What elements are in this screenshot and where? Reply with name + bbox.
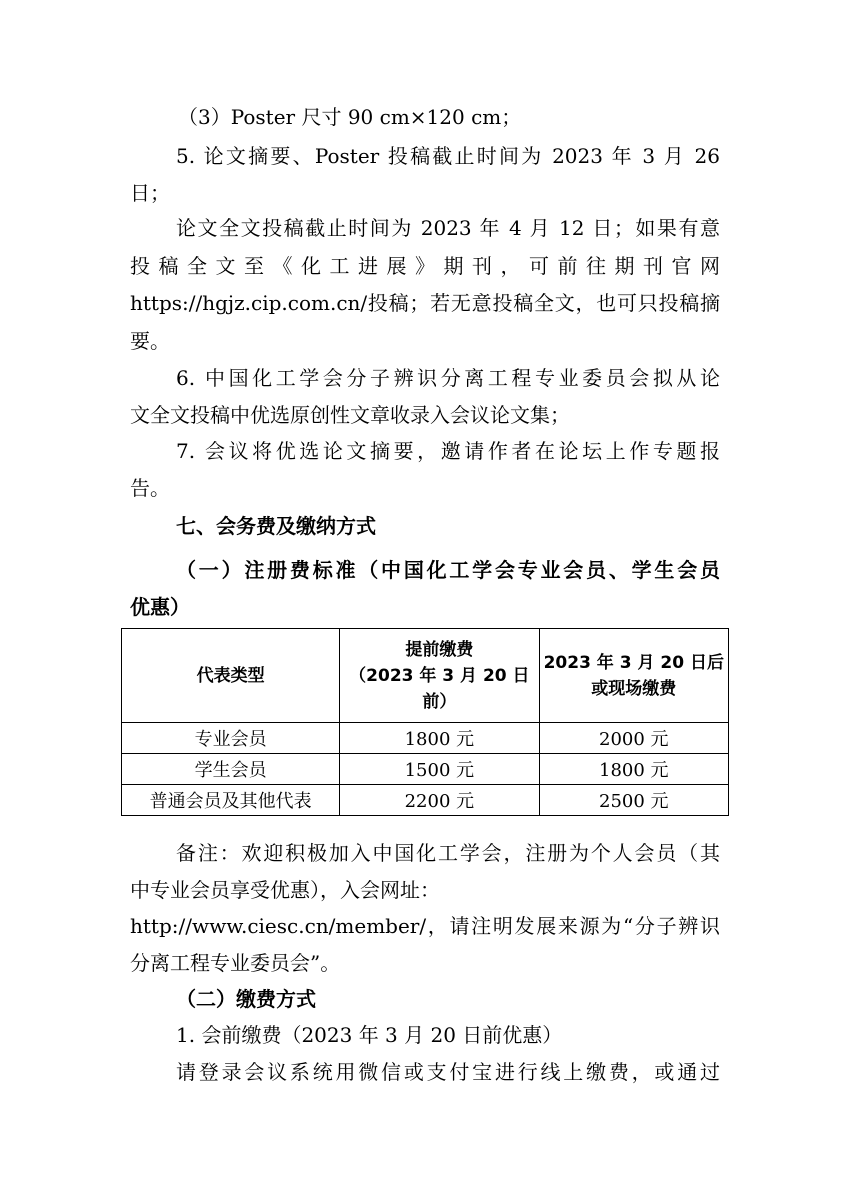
cell-type: 专业会员: [122, 723, 340, 754]
header-late-line1: 2023 年 3 月 20 日后: [543, 652, 724, 673]
subheading-registration-cont: 优惠）: [130, 595, 190, 619]
payment-method-text: 请登录会议系统用微信或支付宝进行线上缴费，或通过: [176, 1060, 720, 1084]
header-type: [122, 629, 340, 723]
poster-size-text: （3）Poster 尺寸 90 cm×120 cm；: [178, 105, 522, 129]
cell-type: 普通会员及其他代表: [122, 785, 340, 816]
section-heading-fees: 七、会务费及缴纳方式: [176, 514, 376, 538]
journal-submit-text: 投稿全文至《化工进展》期刊，可前往期刊官网: [130, 254, 720, 278]
table-row: [122, 785, 729, 816]
cell-late: 2500 元: [539, 785, 728, 816]
cell-type: 学生会员: [122, 754, 340, 785]
cell-late: 1800 元: [539, 754, 728, 785]
abstract-deadline-text: 5. 论文摘要、Poster 投稿截止时间为 2023 年 3 月 26: [176, 144, 720, 168]
header-late: [539, 629, 728, 723]
abstract-deadline-cont: 日；: [130, 181, 170, 205]
cell-early: 1500 元: [340, 754, 539, 785]
journal-url-text: https://hgjz.cip.com.cn/投稿；若无意投稿全文，也可只投稿摘: [130, 291, 720, 315]
fee-table: [121, 628, 729, 816]
header-early-line3: 前）: [422, 691, 457, 712]
member-url-cont: 分离工程专业委员会”。: [130, 951, 341, 975]
member-url-link[interactable]: http://www.ciesc.cn/member/，请注明发展来源为“分子辨识: [130, 914, 720, 938]
journal-url-cont: 要。: [130, 329, 170, 353]
cell-early: 1800 元: [340, 723, 539, 754]
subheading-payment: （二）缴费方式: [176, 987, 316, 1011]
subheading-registration: （一）注册费标准（中国化工学会专业会员、学生会员: [176, 558, 720, 582]
fulltext-deadline-text: 论文全文投稿截止时间为 2023 年 4 月 12 日；如果有意: [176, 216, 720, 240]
report-cont: 告。: [130, 476, 170, 500]
header-early-line2: （2023 年 3 月 20 日: [349, 665, 530, 686]
table-row: [122, 723, 729, 754]
header-early: [340, 629, 539, 723]
header-late-line2: 或现场缴费: [591, 678, 677, 699]
note-text-cont: 中专业会员享受优惠），入会网址：: [130, 878, 440, 902]
member-url-text[interactable]: [130, 911, 720, 941]
payment-early-text: 1. 会前缴费（2023 年 3 月 20 日前优惠）: [176, 1023, 563, 1047]
note-text: 备注：欢迎积极加入中国化工学会，注册为个人会员（其: [176, 841, 720, 865]
cell-late: 2000 元: [539, 723, 728, 754]
table-header-row: [122, 629, 729, 723]
table-row: [122, 754, 729, 785]
report-text: 7. 会议将优选论文摘要，邀请作者在论坛上作专题报: [176, 439, 720, 463]
proceedings-text: 6. 中国化工学会分子辨识分离工程专业委员会拟从论: [176, 366, 720, 390]
proceedings-cont: 文全文投稿中优选原创性文章收录入会议论文集；: [130, 403, 570, 427]
cell-early: 2200 元: [340, 785, 539, 816]
header-type-label: 代表类型: [196, 665, 265, 686]
header-early-line1: 提前缴费: [405, 639, 474, 660]
